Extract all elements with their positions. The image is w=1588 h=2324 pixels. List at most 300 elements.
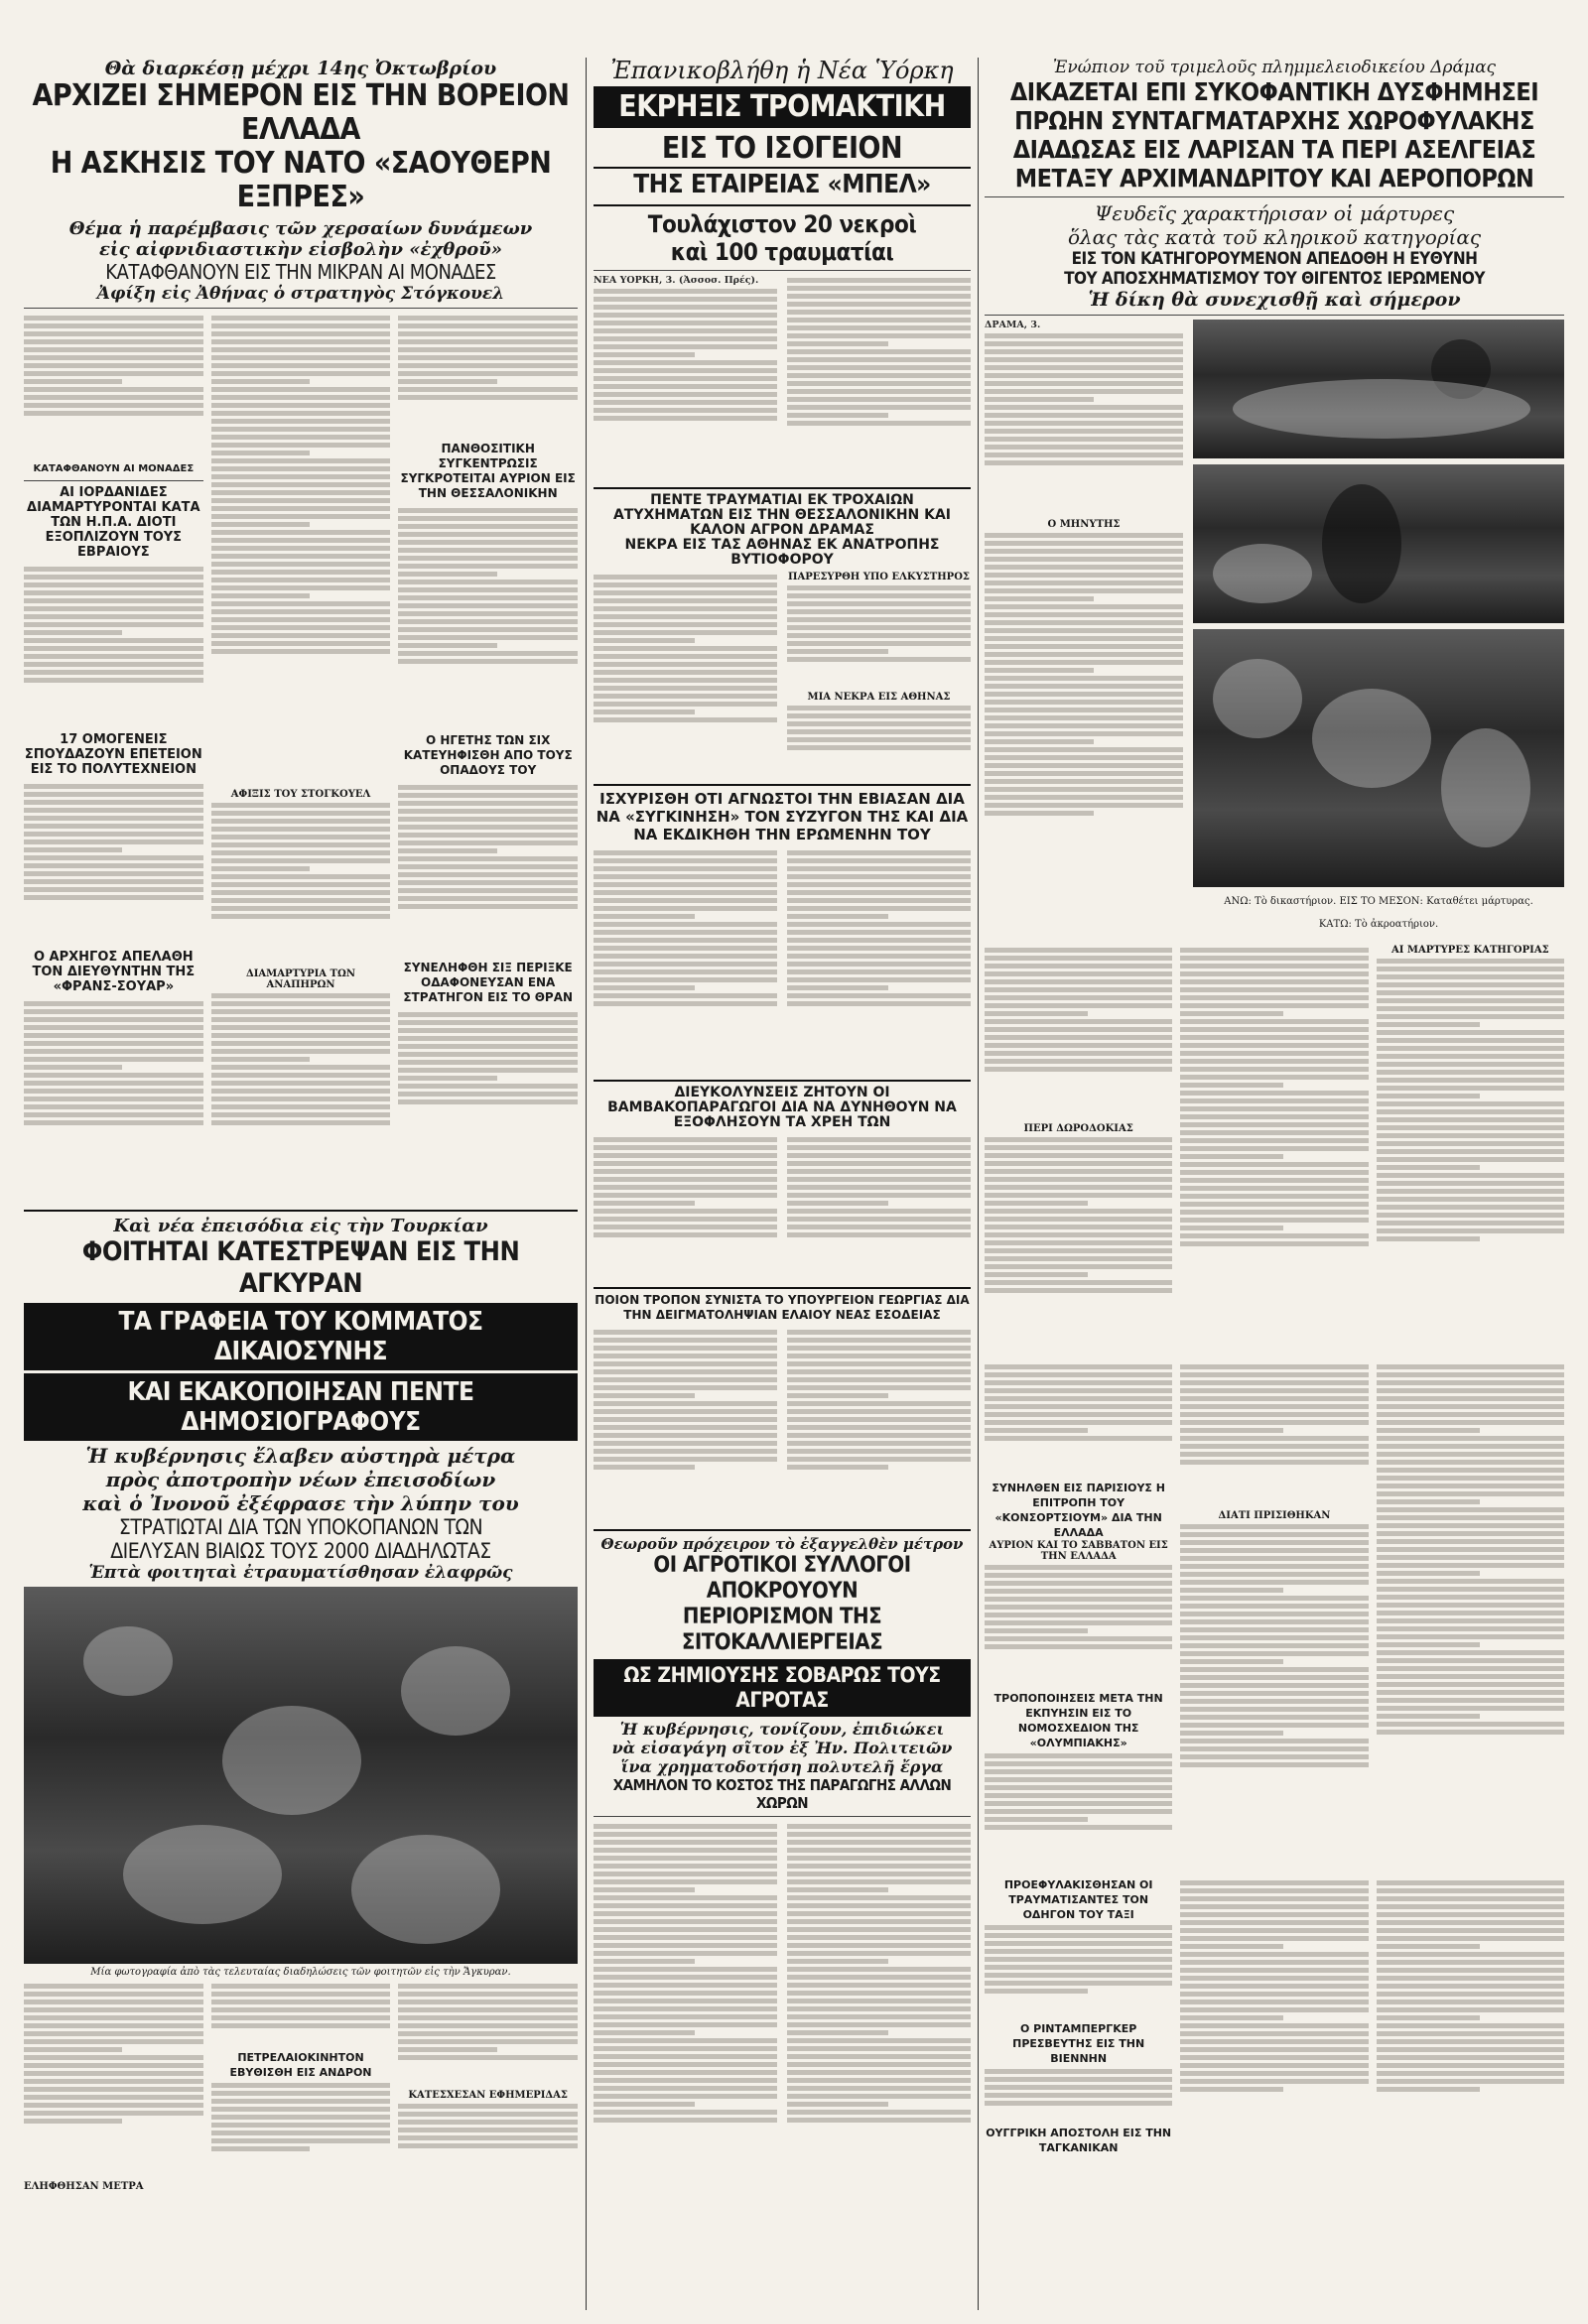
- text-line: [594, 1959, 695, 1964]
- article-body: [211, 990, 391, 1179]
- text-line: [211, 1049, 391, 1054]
- text-line: [985, 1051, 1172, 1056]
- text-line: [398, 856, 578, 861]
- text-line: [594, 1903, 777, 1908]
- text-line: [24, 387, 203, 392]
- article-body: [787, 582, 971, 692]
- text-line: [1180, 1106, 1368, 1111]
- text-line: [1180, 1059, 1368, 1064]
- text-line: [1377, 1197, 1564, 1202]
- text-line: [398, 2031, 578, 2036]
- text-line: [1377, 1388, 1564, 1393]
- text-line: [1180, 1548, 1368, 1553]
- text-line: [787, 2070, 971, 2075]
- text-line: [1377, 959, 1564, 964]
- text-line: [24, 2119, 122, 2124]
- text-line: [787, 1441, 971, 1446]
- text-line: [594, 710, 695, 714]
- text-line: [398, 2023, 578, 2028]
- text-line: [985, 1364, 1172, 1369]
- text-line: [594, 1856, 777, 1861]
- text-line: [398, 1060, 578, 1065]
- text-line: [594, 2046, 777, 2051]
- article-body: [1180, 1521, 1368, 1869]
- text-line: [211, 835, 391, 839]
- text-line: [594, 930, 777, 935]
- text-line: [787, 1935, 971, 1940]
- text-line: [1377, 1030, 1564, 1035]
- text-line: [985, 1193, 1172, 1198]
- text-line: [787, 1330, 971, 1335]
- text-line: [787, 706, 971, 710]
- article-body: [985, 1750, 1172, 1870]
- text-line: [1180, 1162, 1368, 1167]
- text-line: [985, 389, 1183, 394]
- text-line: [594, 2102, 695, 2107]
- text-line: [398, 516, 578, 521]
- text-line: [1180, 1675, 1368, 1680]
- text-line: [594, 670, 777, 675]
- text-line: [1377, 2031, 1564, 2036]
- text-line: [787, 946, 971, 951]
- text-line: [211, 2007, 391, 2012]
- text-line: [398, 2039, 578, 2044]
- text-line: [211, 339, 391, 344]
- text-line: [985, 429, 1183, 434]
- text-line: [594, 993, 777, 998]
- text-line: [1180, 1202, 1368, 1207]
- text-line: [787, 641, 971, 646]
- text-line: [787, 1872, 971, 1876]
- text-line: [24, 1001, 203, 1006]
- article-body: [24, 313, 203, 461]
- text-line: [787, 413, 888, 418]
- text-line: [24, 2087, 203, 2092]
- text-line: [211, 625, 391, 630]
- text-line: [985, 1035, 1172, 1040]
- section-label: ΑΙ ΜΑΡΤΥΡΕΣ ΚΑΤΗΓΟΡΙΑΣ: [1390, 945, 1549, 956]
- subheadline: ΣΤΡΑΤΙΩΤΑΙ ΔΙΑ ΤΩΝ ΥΠΟΚΟΠΑΝΩΝ ΤΩΝ: [118, 1515, 483, 1539]
- text-line: [1180, 1241, 1368, 1246]
- text-line: [594, 717, 777, 722]
- text-line: [787, 373, 971, 378]
- text-line: [1377, 2000, 1564, 2004]
- text-line: [985, 1933, 1172, 1938]
- text-line: [211, 1073, 391, 1078]
- text-line: [24, 1057, 203, 1062]
- text-line: [1377, 1460, 1564, 1465]
- text-line: [1180, 1146, 1368, 1151]
- text-line: [24, 395, 203, 400]
- article-kicker: Ἐπανικοβλήθη ἡ Νέα Ὑόρκη: [610, 57, 954, 84]
- section-label: ΠΕΡΙ ΔΩΡΟΔΟΚΙΑΣ: [1023, 1123, 1133, 1134]
- text-line: [594, 400, 777, 405]
- text-line: [787, 2110, 971, 2115]
- text-line: [1377, 1364, 1564, 1369]
- section-heading: ΠΟΙΟΝ ΤΡΟΠΟΝ ΣΥΝΙΣΤΑ ΤΟ ΥΠΟΥΡΓΕΙΟΝ ΓΕΩΡΓΙΑΣ ΔΙΑ ΤΗΝ ΔΕΙΓΜΑΤΟΛΗΨΙΑΝ ΕΛΑΙΟΥ ΝΕΑΣ ΕΣΟΔΕΙΑΣ: [595, 1293, 970, 1322]
- text-line: [211, 435, 391, 440]
- text-line: [594, 1951, 777, 1956]
- text-line: [787, 633, 971, 638]
- text-line: [211, 538, 391, 543]
- text-line: [787, 1232, 971, 1237]
- text-line: [211, 1992, 391, 1997]
- text-line: [787, 1425, 971, 1430]
- text-line: [1377, 1904, 1564, 1909]
- text-line: [985, 636, 1183, 641]
- text-line: [594, 376, 777, 381]
- text-line: [985, 557, 1183, 562]
- text-line: [1180, 1667, 1368, 1672]
- text-line: [787, 2062, 971, 2067]
- text-line: [211, 514, 391, 519]
- text-line: [985, 795, 1183, 800]
- text-line: [1377, 1476, 1564, 1481]
- text-line: [787, 2030, 888, 2035]
- subheadline: Ψευδεῖς χαρακτήρισαν οἱ μάρτυρες: [1094, 201, 1455, 225]
- text-line: [398, 387, 578, 392]
- text-line: [1377, 1706, 1564, 1711]
- section-heading: ΙΣΧΥΡΙΣΘΗ ΟΤΙ ΑΓΝΩΣΤΟΙ ΤΗΝ ΕΒΙΑΣΑΝ ΔΙΑ ΝΑ «ΣΥΓΚΙΝΗΣΗ» ΤΟΝ ΣΥΖΥΓΟΝ ΤΗΣ ΚΑΙ ΔΙΑ ΝΑ ΕΚΔΙΚΗΘΗ ΤΗΝ ΕΡΩΜΕΝΗΝ ΤΟΥ: [596, 790, 969, 843]
- text-line: [985, 979, 1172, 984]
- text-line: [594, 1919, 777, 1924]
- text-line: [211, 842, 391, 847]
- text-line: [594, 1417, 777, 1422]
- text-line: [594, 1879, 777, 1884]
- text-line: [985, 1185, 1172, 1190]
- text-line: [1377, 1515, 1564, 1520]
- text-line: [985, 739, 1094, 744]
- text-line: [985, 1644, 1172, 1649]
- text-line: [985, 612, 1183, 617]
- text-line: [1377, 1380, 1564, 1385]
- headline: ΤΑ ΓΡΑΦΕΙΑ ΤΟΥ ΚΟΜΜΑΤΟΣ ΔΙΚΑΙΟΣΥΝΗΣ: [24, 1303, 578, 1370]
- text-line: [1180, 2047, 1368, 2052]
- text-line: [787, 1217, 971, 1222]
- text-line: [24, 1041, 203, 1046]
- text-line: [211, 522, 310, 527]
- article-body: [787, 275, 971, 483]
- text-line: [787, 601, 971, 606]
- text-line: [1180, 1372, 1368, 1377]
- headline: ΤΗΣ ΕΤΑΙΡΕΙΑΣ «ΜΠΕΛ»: [633, 170, 931, 199]
- text-line: [985, 1817, 1088, 1822]
- text-line: [787, 850, 971, 855]
- text-line: [985, 341, 1183, 346]
- text-line: [594, 662, 777, 667]
- text-line: [985, 1565, 1172, 1570]
- text-line: [787, 286, 971, 291]
- text-line: [985, 1059, 1172, 1064]
- text-line: [1377, 1046, 1564, 1051]
- article-body: [24, 1981, 203, 2179]
- article-kicker: Θεωροῦν πρόχειρον τὸ ἐξαγγελθὲν μέτρον: [600, 1535, 964, 1553]
- text-line: [211, 858, 391, 863]
- text-line: [594, 614, 777, 619]
- text-line: [398, 1084, 578, 1089]
- text-line: [24, 575, 203, 580]
- text-line: [398, 556, 578, 561]
- text-line: [787, 1377, 971, 1382]
- headline: ΜΕΤΑΞΥ ΑΡΧΙΜΑΝΔΡΙΤΟΥ ΚΑΙ ΑΕΡΟΠΟΡΩΝ: [1014, 164, 1534, 193]
- text-line: [211, 443, 391, 448]
- text-line: [398, 872, 578, 877]
- text-line: [594, 2118, 777, 2123]
- text-line: [787, 1209, 971, 1214]
- text-line: [24, 1073, 203, 1078]
- text-line: [1377, 1205, 1564, 1210]
- text-line: [985, 1404, 1172, 1409]
- text-line: [211, 2000, 391, 2004]
- text-line: [211, 2138, 391, 2143]
- text-line: [211, 546, 391, 551]
- text-line: [787, 1832, 971, 1837]
- text-line: [24, 411, 203, 416]
- text-line: [1180, 1556, 1368, 1561]
- text-line: [211, 2123, 391, 2128]
- text-line: [1377, 1563, 1564, 1568]
- text-line: [24, 887, 203, 892]
- text-line: [594, 384, 777, 389]
- text-line: [594, 694, 777, 699]
- text-line: [985, 771, 1183, 776]
- text-line: [985, 1613, 1172, 1617]
- text-line: [1377, 1618, 1564, 1623]
- text-line: [594, 2086, 777, 2091]
- text-line: [1180, 1027, 1368, 1032]
- text-line: [1180, 1388, 1368, 1393]
- text-line: [1180, 1739, 1368, 1743]
- article-body: [24, 998, 203, 1177]
- text-line: [985, 1636, 1172, 1641]
- text-line: [787, 1153, 971, 1158]
- text-line: [211, 570, 391, 575]
- text-line: [594, 1377, 777, 1382]
- text-line: [1180, 1154, 1283, 1159]
- section-label: ΔΙΑΤΙ ΠΡΙΣΙΘΗΚΑΝ: [1218, 1510, 1331, 1521]
- text-line: [985, 755, 1183, 760]
- text-line: [211, 498, 391, 503]
- text-line: [1180, 2015, 1283, 2020]
- text-line: [787, 866, 971, 871]
- text-line: [211, 331, 391, 336]
- text-line: [594, 416, 777, 421]
- text-line: [1377, 1086, 1564, 1091]
- text-line: [985, 1941, 1172, 1946]
- text-line: [985, 1169, 1172, 1174]
- text-line: [594, 882, 777, 887]
- text-line: [1377, 1722, 1564, 1727]
- text-line: [24, 2071, 203, 2076]
- text-line: [24, 1025, 203, 1030]
- text-line: [787, 874, 971, 879]
- text-line: [787, 1385, 971, 1390]
- text-line: [594, 962, 777, 967]
- text-line: [1377, 1912, 1564, 1917]
- text-line: [985, 1949, 1172, 1954]
- text-line: [398, 355, 578, 360]
- subheadline: ΚΑΤΑΦΘΑΝΟΥΝ ΕΙΣ ΤΗΝ ΜΙΚΡΑΝ ΑΙ ΜΟΝΑΔΕΣ: [105, 260, 496, 284]
- text-line: [211, 427, 391, 432]
- text-line: [24, 606, 203, 611]
- text-line: [1180, 1635, 1368, 1640]
- text-line: [594, 686, 777, 691]
- text-line: [985, 1209, 1172, 1214]
- text-line: [787, 1361, 971, 1366]
- text-line: [1180, 1960, 1368, 1965]
- photo-caption: Μία φωτογραφία ἀπὸ τὰς τελευταίας διαδηλώσεις τῶν φοιτητῶν εἰς τὴν Ἄγκυραν.: [90, 1967, 511, 1978]
- text-line: [1180, 1643, 1368, 1648]
- subheadline: νὰ εἰσαγάγη σῖτον ἐξ Ἠν. Πολιτειῶν: [611, 1739, 953, 1757]
- text-line: [398, 532, 578, 537]
- text-line: [398, 1012, 578, 1017]
- article-body: [985, 330, 1183, 519]
- text-line: [594, 2006, 777, 2011]
- text-line: [985, 1957, 1172, 1962]
- text-line: [594, 1409, 777, 1414]
- text-line: [787, 1369, 971, 1374]
- text-line: [787, 1999, 971, 2003]
- section-label: Ο ΜΗΝΥΤΗΣ: [1047, 519, 1121, 530]
- text-line: [1377, 1149, 1564, 1154]
- text-line: [985, 445, 1183, 450]
- text-line: [1377, 1603, 1564, 1608]
- text-line: [985, 987, 1172, 992]
- text-line: [594, 582, 777, 587]
- text-line: [594, 2038, 777, 2043]
- text-line: [985, 437, 1183, 442]
- subheadline: Τουλάχιστον 20 νεκροὶ: [647, 210, 917, 238]
- text-line: [985, 1620, 1172, 1625]
- text-line: [211, 1104, 391, 1109]
- text-line: [594, 1354, 777, 1358]
- text-line: [398, 548, 578, 553]
- text-line: [1377, 1555, 1564, 1560]
- text-line: [985, 1785, 1172, 1790]
- text-line: [24, 1097, 203, 1101]
- text-line: [398, 635, 578, 640]
- witness-photo: [1193, 464, 1564, 623]
- text-line: [594, 1401, 777, 1406]
- text-line: [211, 641, 391, 646]
- text-line: [211, 2115, 391, 2120]
- text-line: [594, 1832, 777, 1837]
- text-line: [985, 381, 1183, 386]
- section-heading: 17 ΟΜΟΓΕΝΕΙΣ ΣΠΟΥΔΑΖΟΥΝ ΕΠΕΤΕΙΟΝ ΕΙΣ ΤΟ ΠΟΛΥΤΕΧΝΕΙΟΝ: [24, 732, 202, 777]
- text-line: [24, 816, 203, 821]
- text-line: [211, 411, 391, 416]
- text-line: [211, 882, 391, 887]
- text-line: [985, 948, 1172, 953]
- text-line: [985, 1925, 1172, 1930]
- text-line: [1377, 1690, 1564, 1695]
- text-line: [211, 419, 391, 424]
- section-heading: ΝΕΚΡΑ ΕΙΣ ΤΑΣ ΑΘΗΝΑΣ ΕΚ ΑΝΑΤΡΟΠΗΣ ΒΥΤΙΟΦΟΡΟΥ: [624, 537, 940, 568]
- text-line: [398, 1028, 578, 1033]
- article-body: [985, 1922, 1172, 2021]
- headline: ΕΙΣ ΤΟ ΙΣΟΓΕΙΟΝ: [594, 131, 971, 169]
- text-line: [1180, 1075, 1368, 1080]
- text-line: [787, 397, 971, 402]
- text-line: [1180, 1754, 1368, 1759]
- text-line: [1377, 1006, 1564, 1011]
- subheadline: εἰς αἰφνιδιαστικὴν εἰσβολὴν «ἐχθροῦ»: [98, 239, 503, 260]
- article-body: [211, 2080, 391, 2179]
- text-line: [1377, 2055, 1564, 2060]
- text-line: [1377, 1236, 1480, 1241]
- text-line: [1180, 2071, 1368, 2076]
- text-line: [594, 898, 777, 903]
- text-line: [211, 898, 391, 903]
- text-line: [1180, 995, 1368, 1000]
- text-line: [1377, 1658, 1564, 1663]
- text-line: [1377, 1579, 1564, 1584]
- text-line: [787, 325, 971, 330]
- text-line: [594, 1177, 777, 1182]
- text-line: [594, 977, 777, 982]
- text-line: [211, 395, 391, 400]
- text-line: [985, 1589, 1172, 1594]
- text-line: [985, 573, 1183, 578]
- text-line: [1377, 1936, 1564, 1941]
- text-line: [594, 1232, 777, 1237]
- text-line: [985, 333, 1183, 338]
- text-line: [594, 289, 777, 294]
- text-line: [24, 582, 203, 587]
- text-line: [1377, 1165, 1480, 1170]
- text-line: [594, 2030, 695, 2035]
- text-line: [1377, 2087, 1480, 2092]
- article-body: [211, 313, 391, 789]
- text-line: [594, 1217, 777, 1222]
- text-line: [1180, 2087, 1283, 2092]
- text-line: [787, 2022, 971, 2027]
- text-line: [24, 678, 203, 683]
- text-line: [1180, 1992, 1368, 1997]
- text-line: [1377, 1499, 1480, 1504]
- text-line: [24, 855, 203, 860]
- text-line: [787, 1903, 971, 1908]
- text-line: [1377, 2063, 1564, 2068]
- text-line: [398, 619, 578, 624]
- text-line: [594, 328, 777, 333]
- article-body: [1180, 1877, 1368, 2175]
- text-line: [985, 956, 1172, 961]
- text-line: [985, 1177, 1172, 1182]
- text-line: [24, 662, 203, 667]
- text-line: [24, 622, 203, 627]
- text-line: [787, 421, 971, 426]
- text-line: [985, 1989, 1088, 1994]
- text-line: [24, 792, 203, 797]
- text-line: [1180, 1912, 1368, 1917]
- text-line: [1180, 1130, 1368, 1135]
- text-line: [1180, 1114, 1368, 1119]
- text-line: [985, 1753, 1172, 1758]
- text-line: [211, 578, 391, 582]
- text-line: [787, 1393, 888, 1398]
- text-line: [787, 906, 971, 911]
- text-line: [1377, 1452, 1564, 1457]
- article-body: [985, 2066, 1172, 2126]
- text-line: [1180, 1524, 1368, 1529]
- text-line: [985, 1436, 1172, 1441]
- text-line: [594, 985, 695, 990]
- text-line: [594, 1385, 777, 1390]
- text-line: [1377, 1642, 1480, 1647]
- text-line: [398, 1052, 578, 1057]
- text-line: [24, 590, 203, 595]
